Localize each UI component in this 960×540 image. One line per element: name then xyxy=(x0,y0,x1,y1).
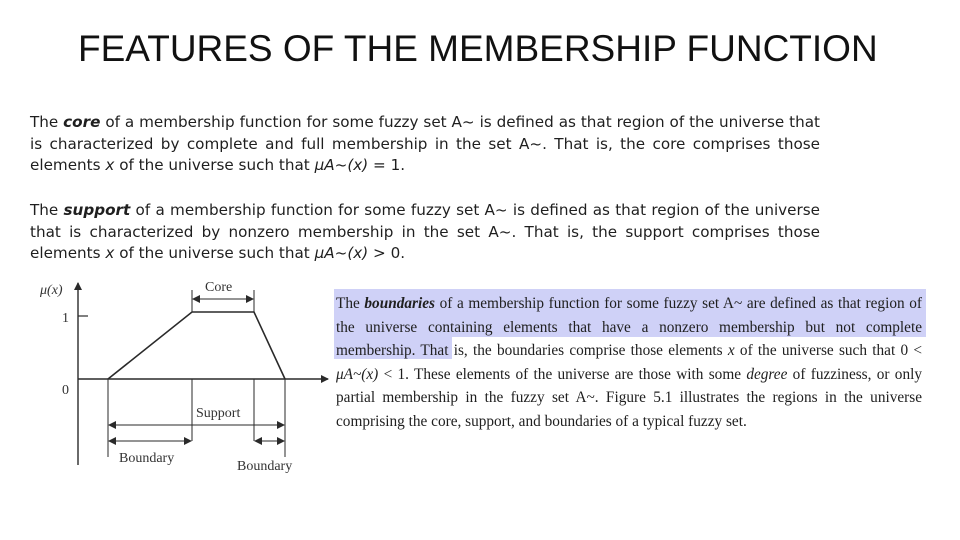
tick-one-label: 1 xyxy=(62,311,69,326)
core-definition-paragraph xyxy=(30,112,820,177)
support-term: support xyxy=(63,201,131,219)
core-text-3: of the universe such that xyxy=(114,156,315,174)
support-label: Support xyxy=(196,406,241,421)
core-text-1: The xyxy=(30,113,64,131)
core-label: Core xyxy=(205,280,233,295)
membership-function-figure xyxy=(30,275,335,480)
support-x: x xyxy=(105,244,115,262)
boundaries-term: boundaries xyxy=(364,295,435,312)
boundaries-formula: μA~(x) xyxy=(336,365,379,383)
support-text-3: of the universe such that xyxy=(114,244,315,262)
boundary-right-label: Boundary xyxy=(237,459,293,474)
core-text-4: = 1. xyxy=(368,156,406,174)
core-text-2: of a membership function for some fuzzy set A~ is defined as that region of the universe that is characterized by complete and full membership in the set A~. That is, the core comprises those elements xyxy=(30,113,820,174)
support-formula: μA~(x) xyxy=(314,244,369,262)
core-formula: μA~(x) xyxy=(314,156,369,174)
support-definition-paragraph xyxy=(30,200,820,265)
boundaries-x: x xyxy=(727,342,735,359)
support-text-2: of a membership function for some fuzzy set A~ is defined as that region of the universe that is characterized by nonzero membership in the set A~. That is, the support comprises those elements xyxy=(30,201,821,262)
boundaries-text-1: The xyxy=(336,295,365,312)
boundaries-text-3: of the universe such that 0 < xyxy=(734,342,922,359)
tick-zero-label: 0 xyxy=(62,383,69,398)
boundaries-text-4: < 1. These elements of the universe are those with some xyxy=(378,365,747,383)
membership-curve xyxy=(108,312,285,379)
boundaries-degree: degree xyxy=(746,365,788,383)
support-text-4: > 0. xyxy=(368,244,406,262)
boundaries-text-2: of a membership function for some fuzzy set A~ are defined as that region of the universe containing elements that have a nonzero membership but not complete membership. That is, the boundaries comprise those elements xyxy=(336,295,922,359)
y-axis-label: μ(x) xyxy=(40,283,63,298)
core-x: x xyxy=(105,156,115,174)
support-text-1: The xyxy=(30,201,64,219)
core-term: core xyxy=(63,113,101,131)
slide-title: FEATURES OF THE MEMBERSHIP FUNCTION xyxy=(78,28,878,69)
boundary-left-label: Boundary xyxy=(119,451,175,466)
boundaries-text-5: of fuzziness, or only partial membership in the fuzzy set A~. Figure 5.1 illustrates the regions in the universe comprising the core, support, and boundaries of a typical fuzzy set. xyxy=(336,365,922,430)
boundaries-definition-paragraph xyxy=(336,292,922,433)
